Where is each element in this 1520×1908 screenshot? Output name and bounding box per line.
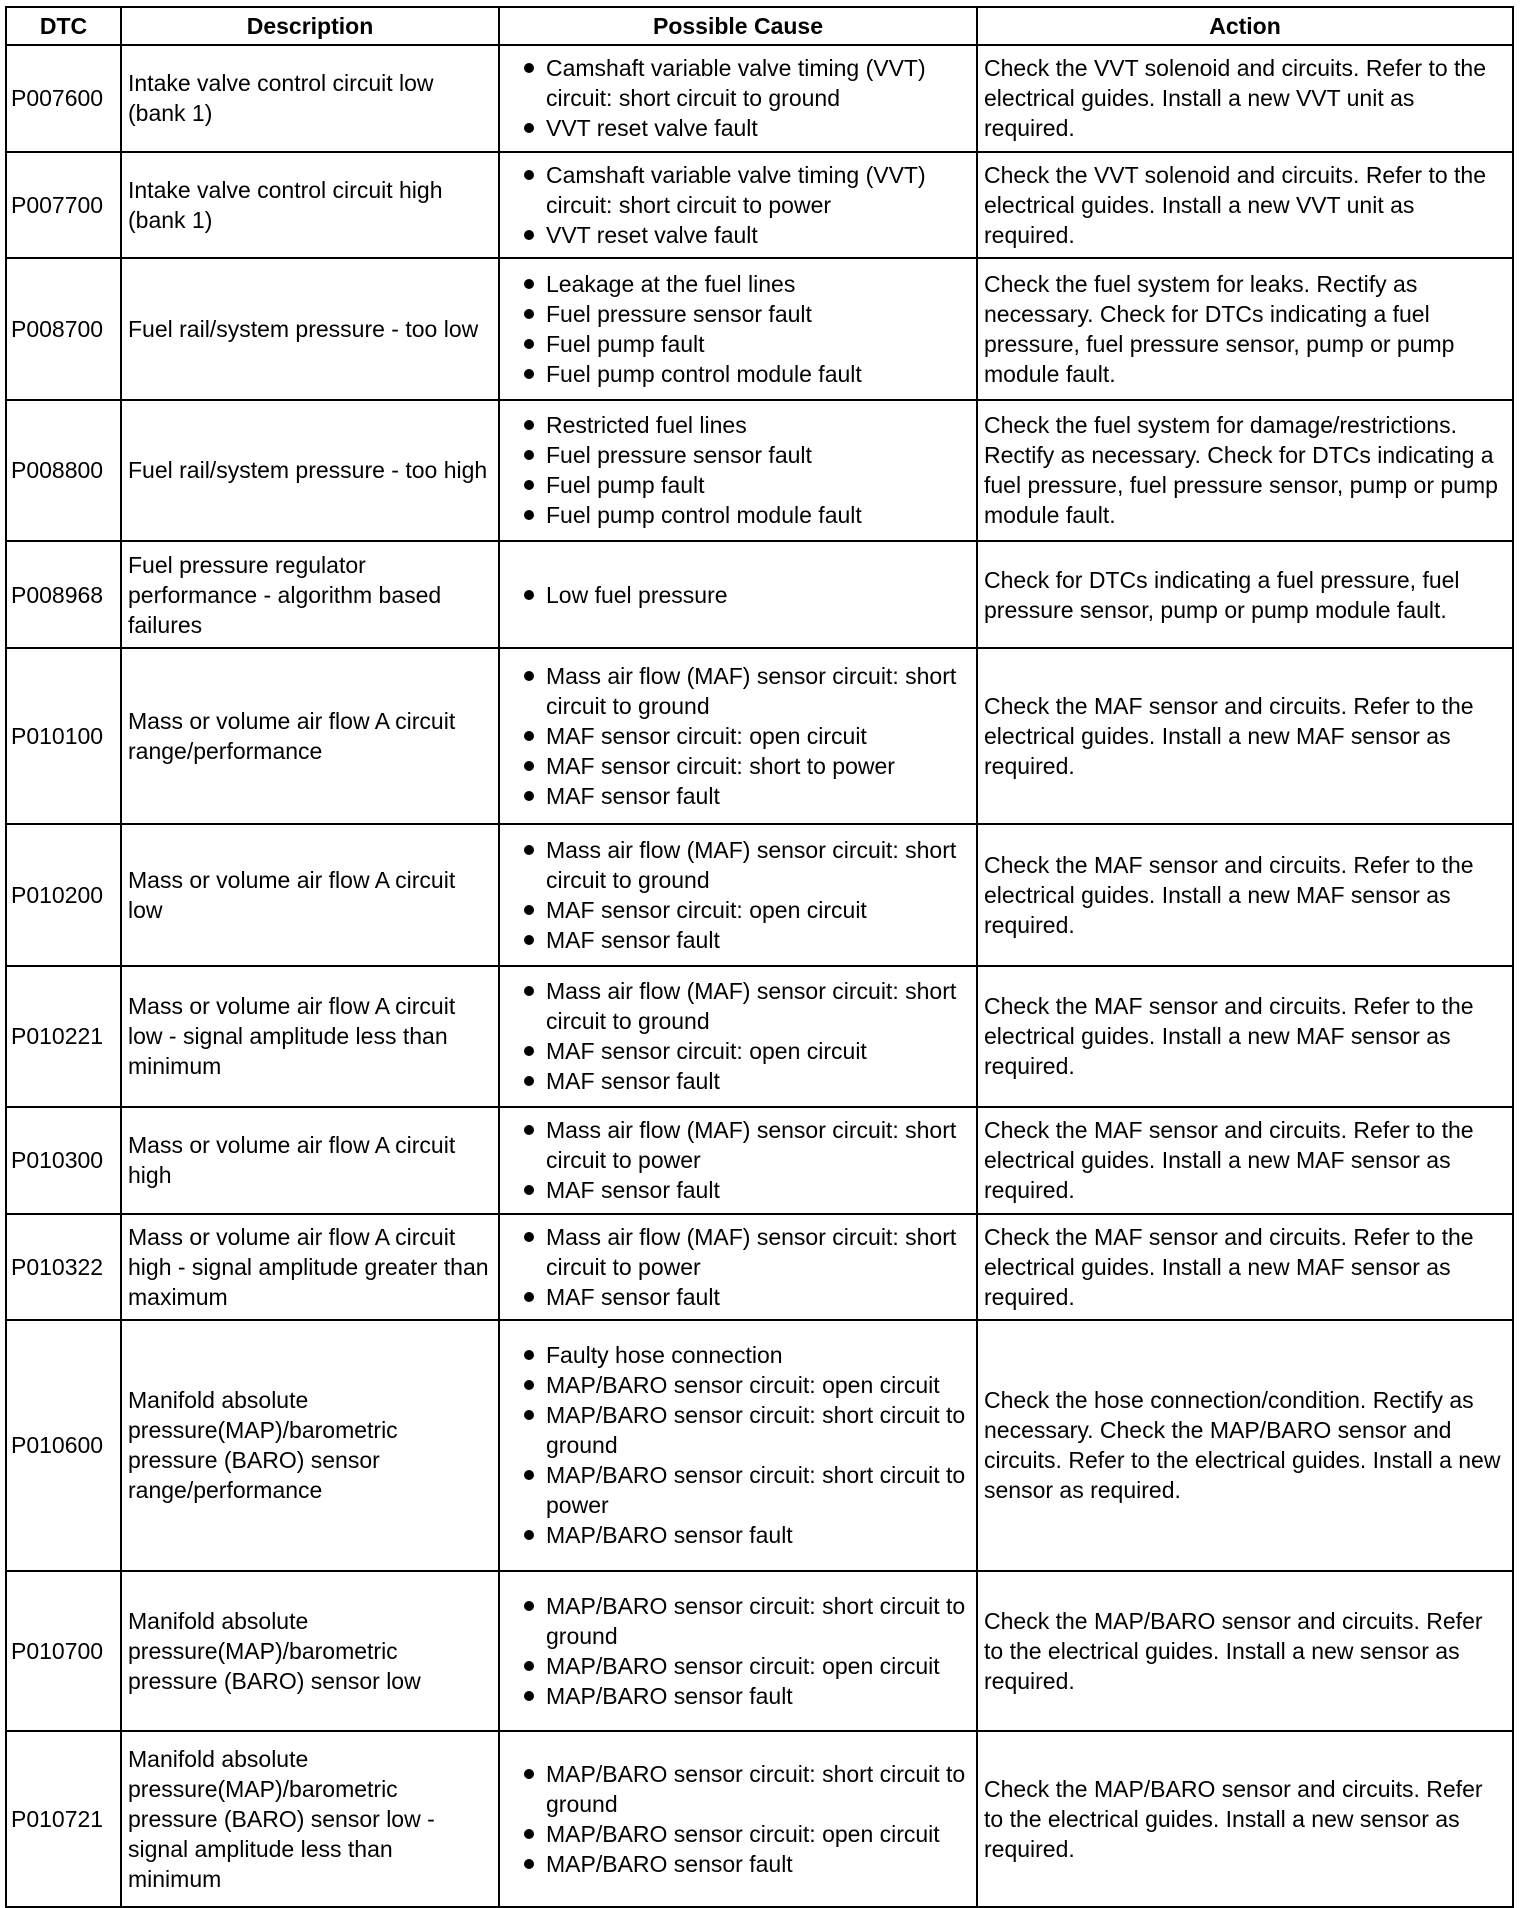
possible-cause-cell [499,1571,977,1731]
cause-item: Restricted fuel lines [506,410,970,440]
cause-list [506,160,970,250]
cause-item: MAF sensor circuit: open circuit [506,1036,970,1066]
dtc-description: Fuel pressure regulator performance - algorithm based failures [121,541,499,648]
possible-cause-cell [499,966,977,1107]
table-row [6,258,1513,399]
dtc-description: Mass or volume air flow A circuit low - signal amplitude less than minimum [121,966,499,1107]
cause-item: Mass air flow (MAF) sensor circuit: short circuit to power [506,1222,970,1282]
header-possible-cause: Possible Cause [499,7,977,45]
possible-cause-cell [499,541,977,648]
dtc-code: P010721 [6,1731,121,1907]
action-cell: Check the MAP/BARO sensor and circuits. Refer to the electrical guides. Install a new sensor as required. [977,1731,1513,1907]
table-row [6,1214,1513,1321]
cause-item: MAF sensor circuit: short to power [506,751,970,781]
dtc-description: Intake valve control circuit high (bank 1) [121,152,499,259]
action-cell: Check the VVT solenoid and circuits. Refer to the electrical guides. Install a new VVT unit as required. [977,152,1513,259]
dtc-description: Manifold absolute pressure(MAP)/barometric pressure (BARO) sensor range/performance [121,1320,499,1570]
cause-item: MAP/BARO sensor circuit: short circuit to ground [506,1591,970,1651]
cause-item: Fuel pump fault [506,329,970,359]
cause-list [506,1759,970,1879]
cause-list [506,580,970,610]
table-row [6,824,1513,965]
cause-item: MAP/BARO sensor fault [506,1681,970,1711]
action-cell: Check the VVT solenoid and circuits. Refer to the electrical guides. Install a new VVT unit as required. [977,45,1513,152]
action-cell: Check the hose connection/condition. Rectify as necessary. Check the MAP/BARO sensor and circuits. Refer to the electrical guides. Install a new sensor as required. [977,1320,1513,1570]
table-row [6,1107,1513,1214]
action-cell: Check the MAF sensor and circuits. Refer to the electrical guides. Install a new MAF sensor as required. [977,966,1513,1107]
possible-cause-cell [499,648,977,824]
dtc-code: P010600 [6,1320,121,1570]
header-action: Action [977,7,1513,45]
dtc-description: Mass or volume air flow A circuit low [121,824,499,965]
cause-item: Mass air flow (MAF) sensor circuit: short circuit to ground [506,976,970,1036]
cause-item: MAF sensor fault [506,925,970,955]
action-cell: Check the MAF sensor and circuits. Refer to the electrical guides. Install a new MAF sensor as required. [977,1214,1513,1321]
table-row [6,541,1513,648]
dtc-description: Manifold absolute pressure(MAP)/barometric pressure (BARO) sensor low - signal amplitude less than minimum [121,1731,499,1907]
dtc-description: Intake valve control circuit low (bank 1) [121,45,499,152]
cause-item: MAP/BARO sensor circuit: open circuit [506,1370,970,1400]
dtc-code: P008968 [6,541,121,648]
dtc-code: P010200 [6,824,121,965]
table-row [6,1571,1513,1731]
dtc-code: P010221 [6,966,121,1107]
header-row [6,7,1513,45]
table-row [6,400,1513,541]
cause-item: MAP/BARO sensor circuit: short circuit to ground [506,1400,970,1460]
cause-item: Leakage at the fuel lines [506,269,970,299]
cause-item: MAP/BARO sensor fault [506,1849,970,1879]
cause-item: Mass air flow (MAF) sensor circuit: short circuit to ground [506,661,970,721]
table-row [6,152,1513,259]
dtc-description: Mass or volume air flow A circuit range/performance [121,648,499,824]
cause-item: Camshaft variable valve timing (VVT) circuit: short circuit to ground [506,53,970,113]
cause-list [506,1340,970,1550]
cause-item: Mass air flow (MAF) sensor circuit: short circuit to power [506,1115,970,1175]
cause-list [506,1591,970,1711]
dtc-description: Fuel rail/system pressure - too low [121,258,499,399]
cause-item: MAF sensor fault [506,1175,970,1205]
table-row [6,648,1513,824]
table-row [6,1731,1513,1907]
action-cell: Check the MAF sensor and circuits. Refer to the electrical guides. Install a new MAF sensor as required. [977,824,1513,965]
cause-item: Mass air flow (MAF) sensor circuit: short circuit to ground [506,835,970,895]
possible-cause-cell [499,45,977,152]
cause-item: Fuel pump control module fault [506,359,970,389]
cause-item: VVT reset valve fault [506,220,970,250]
dtc-code: P010100 [6,648,121,824]
cause-item: Fuel pressure sensor fault [506,440,970,470]
dtc-code: P010300 [6,1107,121,1214]
cause-item: MAF sensor circuit: open circuit [506,721,970,751]
possible-cause-cell [499,1320,977,1570]
cause-item: Low fuel pressure [506,580,970,610]
cause-item: Fuel pump fault [506,470,970,500]
action-cell: Check the MAP/BARO sensor and circuits. Refer to the electrical guides. Install a new sensor as required. [977,1571,1513,1731]
dtc-code: P010322 [6,1214,121,1321]
cause-list [506,269,970,389]
header-description: Description [121,7,499,45]
table-body [6,45,1513,1907]
dtc-code: P008700 [6,258,121,399]
cause-item: Faulty hose connection [506,1340,970,1370]
dtc-code: P008800 [6,400,121,541]
cause-item: MAF sensor fault [506,1066,970,1096]
action-cell: Check the fuel system for leaks. Rectify as necessary. Check for DTCs indicating a fuel pressure, fuel pressure sensor, pump or pump module fault. [977,258,1513,399]
dtc-table [5,6,1514,1908]
action-cell: Check for DTCs indicating a fuel pressure, fuel pressure sensor, pump or pump module fault. [977,541,1513,648]
table-row [6,966,1513,1107]
cause-list [506,1222,970,1312]
cause-item: VVT reset valve fault [506,113,970,143]
table-row [6,45,1513,152]
cause-list [506,1115,970,1205]
dtc-description: Mass or volume air flow A circuit high - signal amplitude greater than maximum [121,1214,499,1321]
possible-cause-cell [499,1107,977,1214]
cause-list [506,835,970,955]
cause-item: MAP/BARO sensor circuit: short circuit to power [506,1460,970,1520]
action-cell: Check the MAF sensor and circuits. Refer to the electrical guides. Install a new MAF sensor as required. [977,1107,1513,1214]
cause-item: MAP/BARO sensor circuit: open circuit [506,1819,970,1849]
dtc-code: P007700 [6,152,121,259]
cause-list [506,53,970,143]
cause-list [506,661,970,811]
dtc-description: Fuel rail/system pressure - too high [121,400,499,541]
dtc-code: P010700 [6,1571,121,1731]
dtc-description: Mass or volume air flow A circuit high [121,1107,499,1214]
table-header [6,7,1513,45]
action-cell: Check the fuel system for damage/restrictions. Rectify as necessary. Check for DTCs indicating a fuel pressure, fuel pressure sensor, pump or pump module fault. [977,400,1513,541]
possible-cause-cell [499,1214,977,1321]
dtc-description: Manifold absolute pressure(MAP)/barometric pressure (BARO) sensor low [121,1571,499,1731]
possible-cause-cell [499,824,977,965]
action-cell: Check the MAF sensor and circuits. Refer to the electrical guides. Install a new MAF sensor as required. [977,648,1513,824]
cause-item: MAP/BARO sensor fault [506,1520,970,1550]
cause-item: MAP/BARO sensor circuit: open circuit [506,1651,970,1681]
cause-item: MAF sensor fault [506,1282,970,1312]
cause-item: Fuel pump control module fault [506,500,970,530]
table-row [6,1320,1513,1570]
dtc-code: P007600 [6,45,121,152]
possible-cause-cell [499,1731,977,1907]
possible-cause-cell [499,400,977,541]
possible-cause-cell [499,152,977,259]
cause-list [506,976,970,1096]
cause-item: MAF sensor fault [506,781,970,811]
cause-list [506,410,970,530]
header-dtc: DTC [6,7,121,45]
cause-item: Fuel pressure sensor fault [506,299,970,329]
possible-cause-cell [499,258,977,399]
cause-item: MAF sensor circuit: open circuit [506,895,970,925]
cause-item: Camshaft variable valve timing (VVT) circuit: short circuit to power [506,160,970,220]
cause-item: MAP/BARO sensor circuit: short circuit to ground [506,1759,970,1819]
